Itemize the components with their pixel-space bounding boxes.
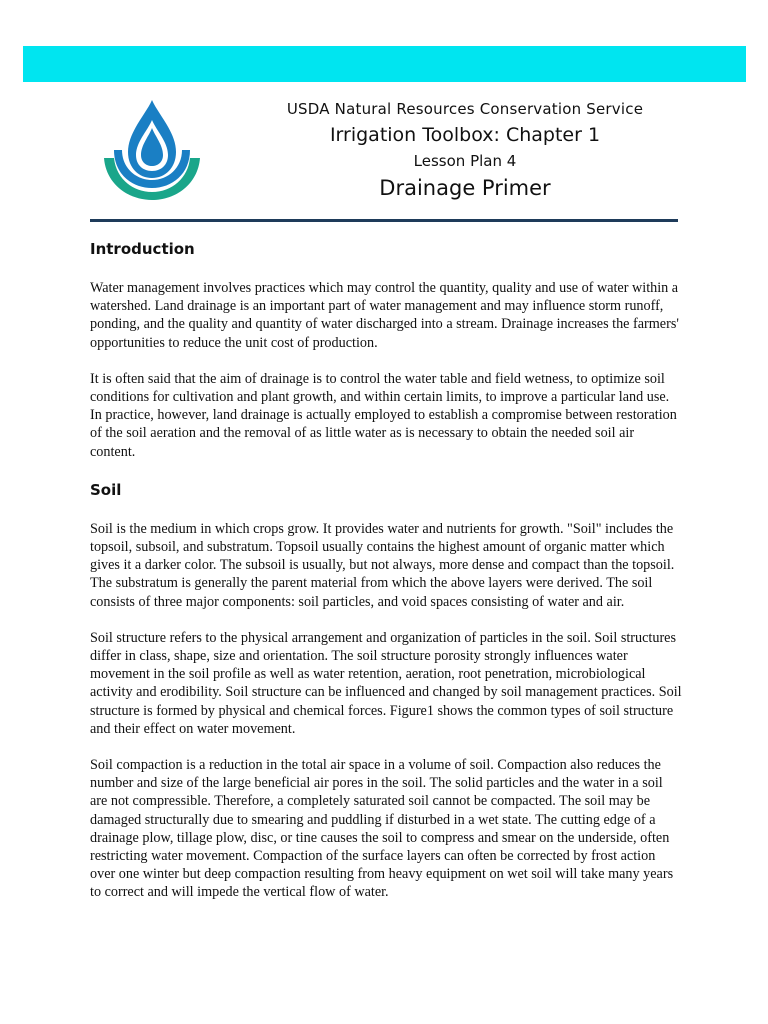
- water-drop-logo-icon: [100, 98, 204, 202]
- document-title: Drainage Primer: [379, 176, 551, 200]
- organization-name: USDA Natural Resources Conservation Service: [286, 100, 644, 118]
- soil-paragraph-2: Soil structure refers to the physical arrangement and organization of particles in the soil. Soil structures differ in class, shape, size and orientation. The soil structure porosity strongly influences water movement in the soil profile as well as water retention, aeration, root penetration, microbiological activity and erodibility. Soil structure can be influenced and changed by soil management practices. Soil structure is formed by physical and chemical forces. Figure1 shows the common types of soil structure and their effect on water movement.: [90, 629, 682, 737]
- soil-paragraph-3: Soil compaction is a reduction in the total air space in a volume of soil. Compaction also reduces the number and size of the large beneficial air pores in the soil. The solid particles and the water in a soil are not compressible. Therefore, a completely saturated soil cannot be compacted. The soil may be damaged structurally due to smearing and puddling if disturbed in a wet state. The cutting edge of a drainage plow, tillage plow, disc, or tine causes the soil to compress and smear on the underside, often restricting water movement. Compaction of the surface layers can often be corrected by frost action over one winter but deep compaction resulting from heavy equipment on wet soil will take many years to correct and will impede the vertical flow of water.: [90, 757, 674, 901]
- intro-paragraph-1: Water management involves practices which may control the quantity, quality and use of water within a watershed. Land drainage is an important part of water management and may influence storm runoff, ponding, and the quality and quantity of water discharged into a stream. Drainage increases the farmers' opportunities to reduce the unit cost of production.: [90, 280, 679, 351]
- section-heading-introduction: Introduction: [90, 240, 195, 258]
- soil-paragraph-1: Soil is the medium in which crops grow. It provides water and nutrients for growth. "Soil" includes the topsoil, subsoil, and substratum. Topsoil usually contains the highest amount of organic matter which gives it a darker color. The subsoil is usually, but not always, more dense and compact than the topsoil. The substratum is generally the parent material from which the above layers were derived. The soil consists of three major components: soil particles, and void spaces consisting of water and air.: [90, 520, 675, 610]
- header-divider: [90, 219, 678, 222]
- document-body: [90, 238, 682, 902]
- intro-paragraph-2: It is often said that the aim of drainage is to control the water table and field wetness, to optimize soil conditions for cultivation and plant growth, and within certain limits, to improve a particular land use. In practice, however, land drainage is actually employed to establish a compromise between restoration of the soil aeration and the removal of as little water as is necessary to obtain the needed soil air content.: [90, 370, 677, 460]
- top-color-bar: [23, 46, 746, 82]
- lesson-plan-label: Lesson Plan 4: [413, 152, 517, 170]
- document-header: [230, 98, 700, 200]
- section-heading-soil: Soil: [90, 480, 122, 499]
- chapter-title: Irrigation Toolbox: Chapter 1: [329, 124, 601, 146]
